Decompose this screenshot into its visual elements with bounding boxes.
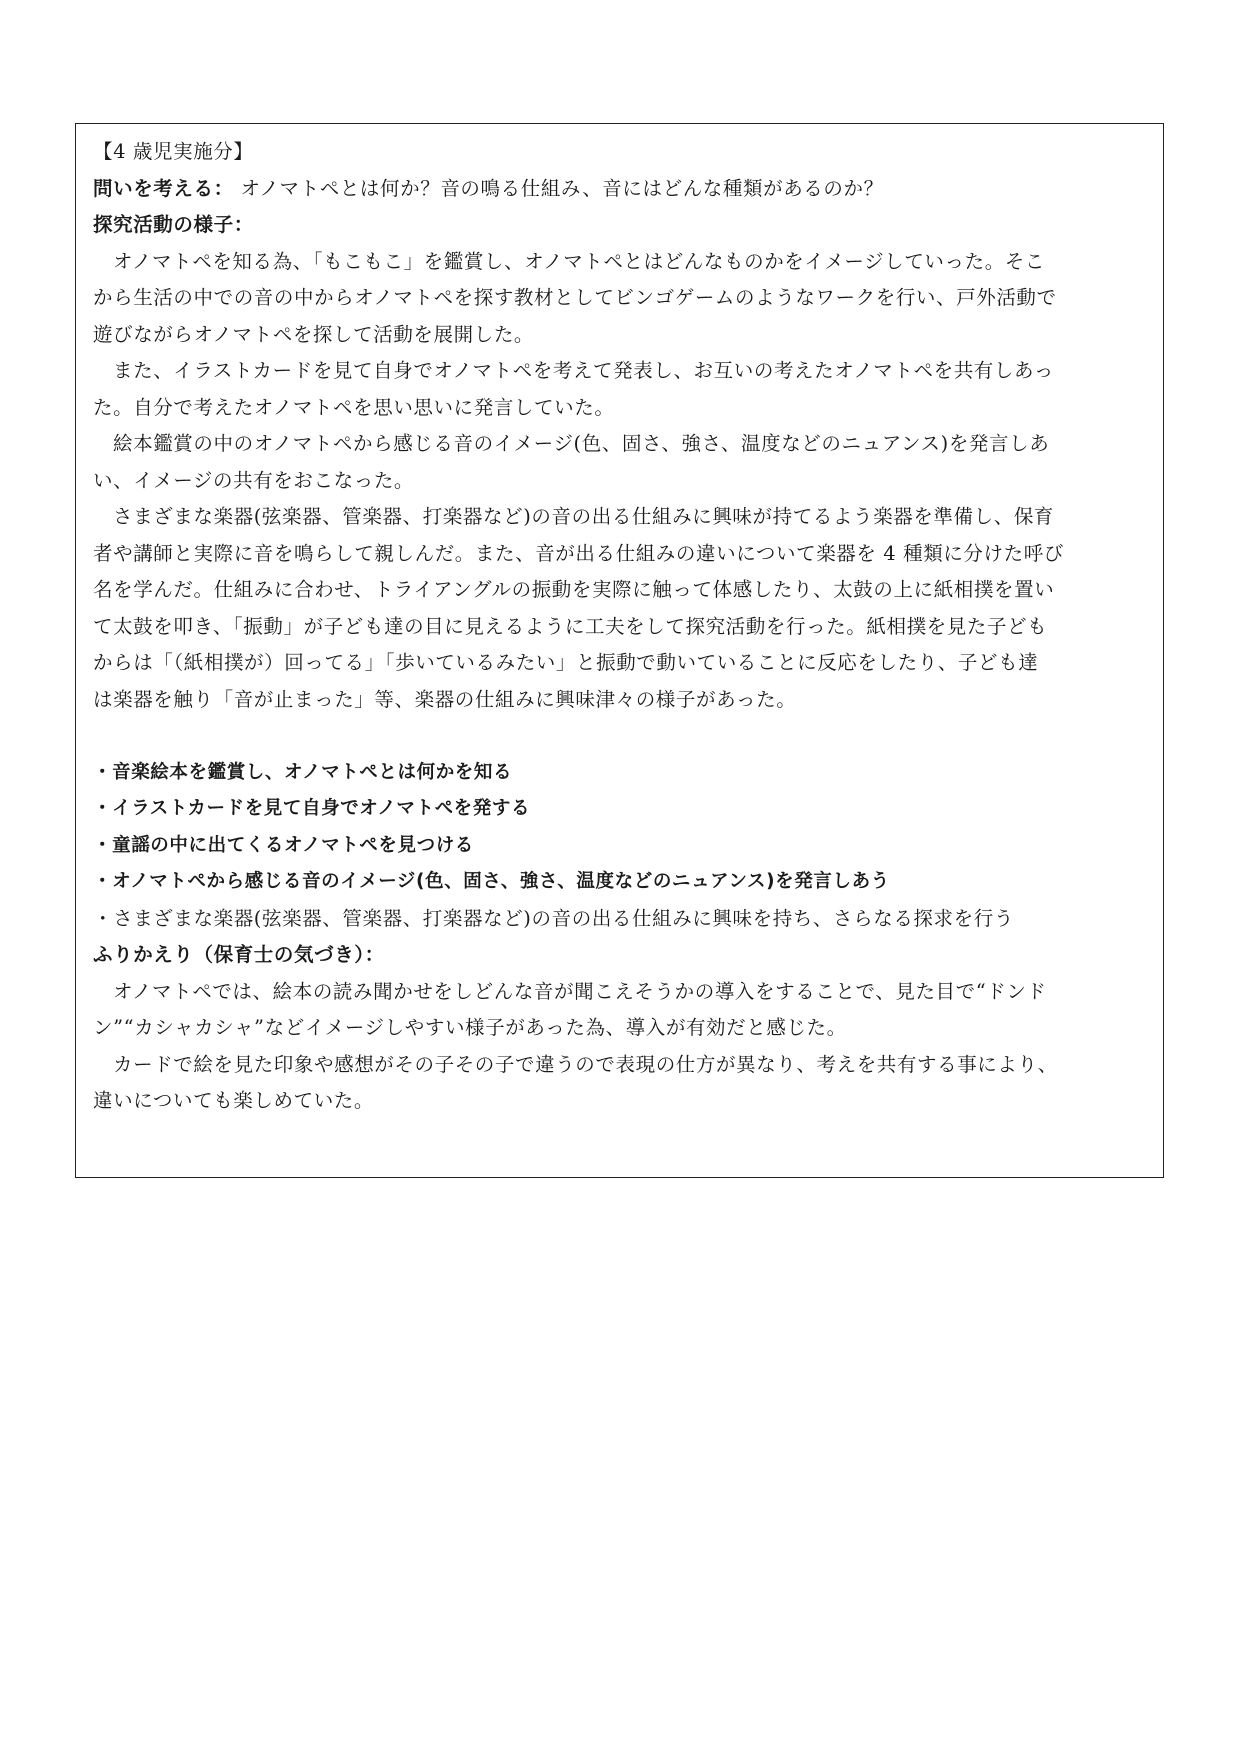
reflection-line: 違いについても楽しめていた。 bbox=[93, 1089, 375, 1112]
reflection-body bbox=[93, 974, 1149, 1120]
activity-line: 絵本鑑賞の中のオノマトペから感じる音のイメージ(色、固さ、強さ、温度などのニュアンス)を発言しあ bbox=[113, 432, 1050, 455]
question-label: 問いを考える： bbox=[93, 176, 234, 200]
activity-line: 名を学んだ。仕組みに合わせ、トライアングルの振動を実際に触って体感したり、太鼓の上に紙相撲を置い bbox=[93, 578, 1055, 601]
activity-line: から生活の中での音の中からオノマトペを探す教材としてビンゴゲームのようなワークを行い、戸外活動で bbox=[93, 286, 1057, 309]
activity-line: は楽器を触り「音が止まった」等、楽器の仕組みに興味津々の様子があった。 bbox=[93, 687, 797, 711]
bullet-item: ・音楽絵本を鑑賞し、オノマトペとは何かを知る bbox=[93, 761, 513, 783]
reflection-line: カードで絵を見た印象や感想がその子その子で違うので表現の仕方が異なり、考えを共有する事により、 bbox=[113, 1052, 1058, 1076]
question-text: オノマトペとは何か？音の鳴る仕組み、音にはどんな種類があるのか？ bbox=[233, 176, 884, 200]
activity-line: また、イラストカードを見て自身でオノマトペを考えて発表し、お互いの考えたオノマトペを共有しあっ bbox=[113, 359, 1054, 382]
reflection-line: ン”“カシャカシャ”などイメージしやすい様子があった為、導入が有効だと感じた。 bbox=[93, 1016, 847, 1039]
report-frame bbox=[75, 123, 1164, 1178]
activity-line: 遊びながらオノマトペを探して活動を展開した。 bbox=[93, 322, 535, 346]
activity-line: オノマトペを知る為、「もこもこ」を鑑賞し、オノマトペとはどんなものかをイメージしていった。そこ bbox=[113, 249, 1046, 273]
bullet-item: ・オノマトペから感じる音のイメージ(色、固さ、強さ、温度などのニュアンス)を発言しあう bbox=[93, 871, 890, 892]
activity-line: さまざまな楽器(弦楽器、管楽器、打楽器など)の音の出る仕組みに興味が持てるよう楽器を準備し、保育 bbox=[113, 505, 1055, 528]
question-line bbox=[93, 171, 1149, 208]
spacer bbox=[93, 718, 1149, 755]
section-label: 【4 歳児実施分】 bbox=[93, 140, 254, 163]
activity-body bbox=[93, 244, 1149, 719]
activity-line: て太鼓を叩き、「振動」が子ども達の目に見えるように工夫をして探究活動を行った。紙相撲を見た子ども bbox=[93, 614, 1048, 638]
activity-line: た。自分で考えたオノマトペを思い思いに発言していた。 bbox=[93, 395, 615, 419]
activity-line: からは「（紙相撲が）回ってる」「歩いているみたい」と振動で動いていることに反応をしたり、子ども達 bbox=[93, 651, 1039, 674]
activity-line: 者や講師と実際に音を鳴らして親しんだ。また、音が出る仕組みの違いについて楽器を 4 種類に分けた呼び bbox=[93, 541, 1064, 565]
activity-heading: 探究活動の様子： bbox=[93, 213, 254, 236]
bullet-item: ・童謡の中に出てくるオノマトペを見つける bbox=[93, 834, 474, 856]
bullet-list bbox=[93, 755, 1149, 938]
bullet-item: ・イラストカードを見て自身でオノマトペを発する bbox=[93, 798, 531, 819]
bullet-item: ・さまざまな楽器(弦楽器、管楽器、打楽器など)の音の出る仕組みに興味を持ち、さらなる探求を行う bbox=[93, 906, 1014, 930]
activity-line: い、イメージの共有をおこなった。 bbox=[93, 468, 415, 492]
reflection-line: オノマトペでは、絵本の読み聞かせをしどんな音が聞こえそうかの導入をすることで、見た目で“ドンド bbox=[113, 979, 1047, 1003]
reflection-heading: ふりかえり（保育士の気づき）： bbox=[93, 943, 385, 966]
